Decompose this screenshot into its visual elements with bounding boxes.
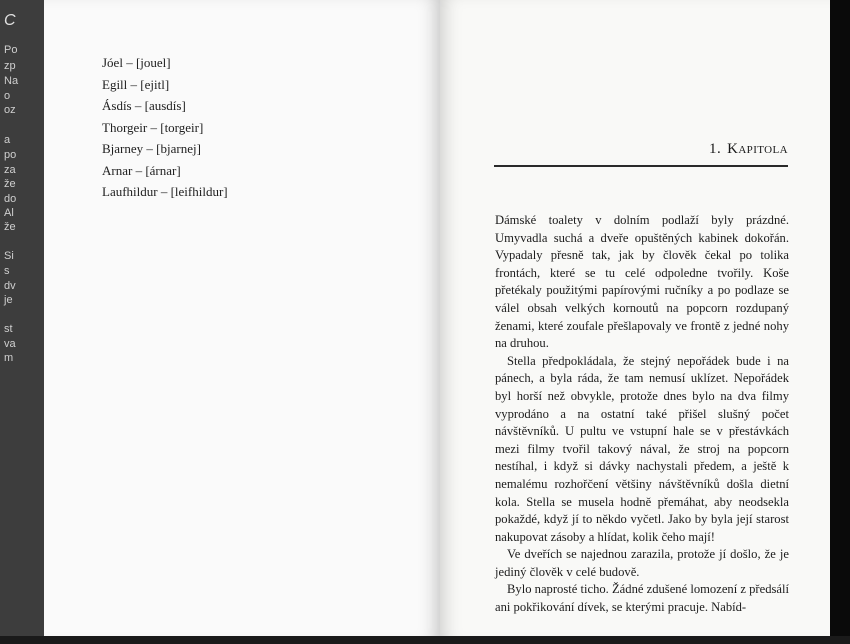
cover-text-fragment: že: [4, 178, 16, 190]
cover-text-fragment: m: [4, 352, 14, 364]
cover-text-fragment: za: [4, 164, 16, 176]
cover-text-fragment: s: [4, 265, 10, 277]
paragraph: Bylo naprosté ticho. Žádné zdušené lomození z předsálí ani pokřikování dívek, se kterými pracuje. Nabíd-: [495, 582, 789, 615]
pronunciation-item: Jóel – [jouel]: [102, 55, 171, 70]
cover-text-fragment: do: [4, 193, 17, 205]
cover-text-fragment: oz: [4, 104, 16, 116]
cover-text-fragment: st: [4, 323, 13, 335]
pronunciation-item: Arnar – [árnar]: [102, 162, 181, 178]
cover-text-fragment: zp: [4, 60, 16, 72]
cover-text-fragment: a: [4, 134, 11, 146]
book-right-edge: [830, 0, 850, 644]
pronunciation-item: Bjarney – [bjarnej]: [102, 141, 201, 156]
cover-text-fragment: že: [4, 221, 16, 233]
cover-text-fragment: Po: [4, 44, 18, 56]
right-page: [440, 0, 830, 640]
cover-text-fragment: dv: [4, 280, 16, 292]
left-page: [44, 0, 440, 640]
cover-text-fragment: va: [4, 338, 16, 350]
book-bottom-edge: [0, 636, 850, 644]
pronunciation-item: Laufhildur – [leifhildur]: [102, 184, 228, 199]
cover-text-fragment: o: [4, 90, 11, 102]
cover-text-fragment: C: [4, 12, 16, 29]
cover-text-fragment: je: [4, 294, 13, 306]
paragraph: Dámské toalety v dolním podlaží byly prázdné. Umyvadla suchá a dveře opuštěných kabinek dokořán. Vypadaly přesně tak, jak by člověk čekal po tolika frontách, které se tu celé odpoledne tvořily. Koše přetékaly použitými papírovými ručníky a po podlaze se válel obsah velkých kornoutů na popcorn rozdupaný ženami, které zoufale přešlapovaly ve frontě z jedné nohy na druhou.: [495, 213, 789, 351]
pronunciation-item: Thorgeir – [torgeir]: [102, 119, 204, 135]
pronunciation-item: Ásdís – [ausdís]: [102, 98, 186, 113]
chapter-body-text: [495, 212, 789, 617]
pronunciation-item: Egill – [ejitl]: [102, 76, 170, 92]
paragraph: Ve dveřích se najednou zarazila, protože jí došlo, že je jediný člověk v celé budově.: [495, 547, 789, 579]
chapter-number: 1.: [709, 141, 722, 157]
chapter-title: Kapitola: [727, 141, 788, 157]
paragraph: Stella předpokládala, že stejný nepořádek bude i na pánech, a byla ráda, že tam nemusí uklízet. Nepořádek byl horší než obvykle, protože dnes bylo na dva filmy vyprodáno a na ostatní také přišel slušný počet návštěvníků. U pultu ve vstupní hale se v přestávkách mezi filmy tvořil takový nával, že stroj na popcorn nestíhal, i když si dávky nachystali předem, a ještě k nemalému rozhořčení většiny návštěvníků došla dietní kola. Stella se musela hodně přemáhat, aby neodsekla pokaždé, když jí to někdo vyčetl. Jako by byla její starost nakupovat zásoby a hlídat, kolik čeho mají!: [495, 353, 789, 544]
chapter-heading: [709, 141, 788, 158]
pronunciation-list: [102, 52, 228, 203]
cover-text-fragment: Si: [4, 250, 14, 262]
chapter-rule-divider: [494, 165, 788, 167]
cover-text-fragment: po: [4, 149, 17, 161]
cover-text-fragment: Al: [4, 207, 14, 219]
cover-text-fragment: Na: [4, 75, 19, 87]
